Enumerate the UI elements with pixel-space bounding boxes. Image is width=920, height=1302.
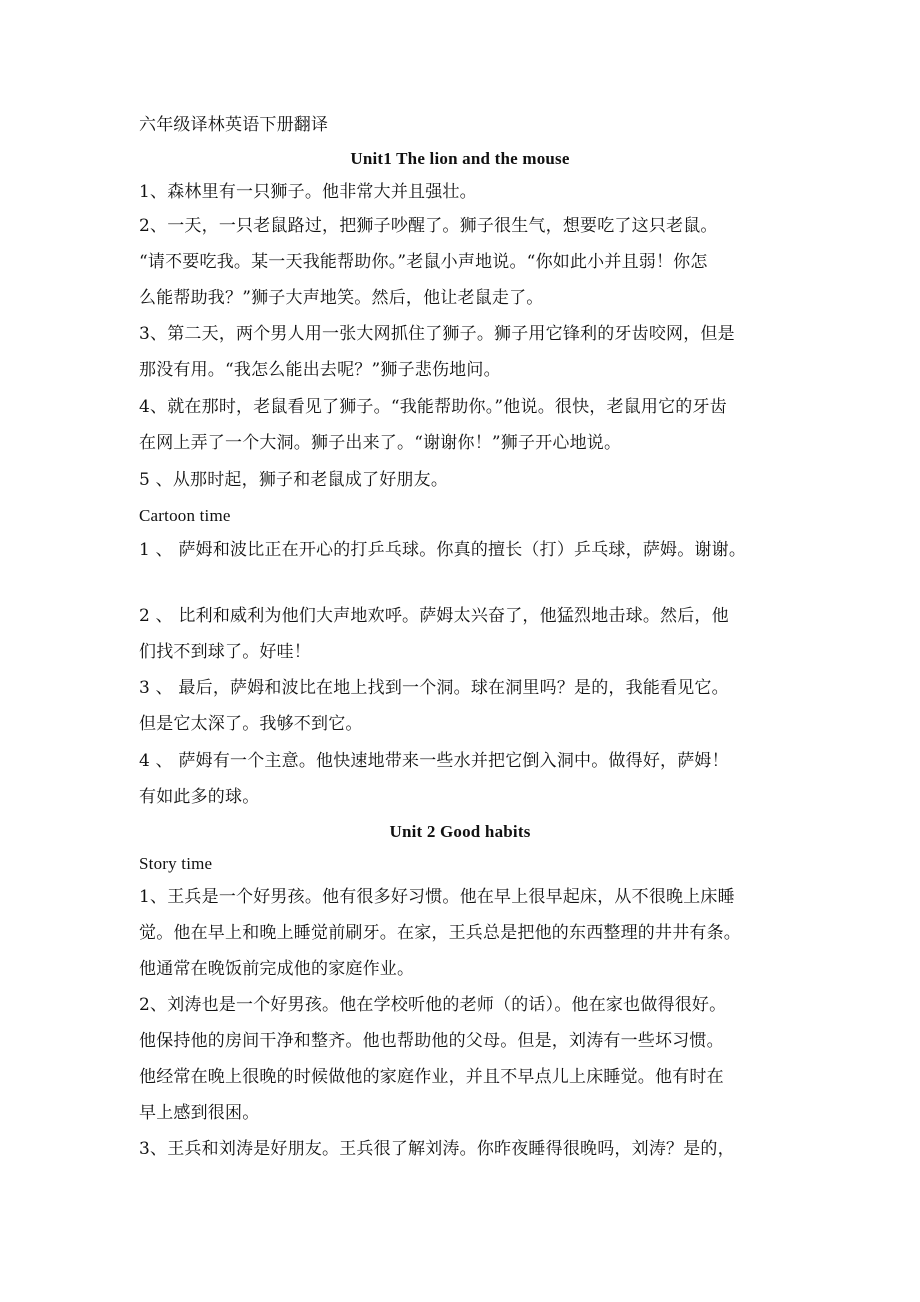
unit2-story-line: 觉。他在早上和晚上睡觉前刷牙。在家，王兵总是把他的东西整理的井井有条。	[139, 923, 741, 943]
cartoon-line: 3 、 最后，萨姆和波比在地上找到一个洞。球在洞里吗？是的，我能看见它。	[139, 678, 729, 698]
unit2-story-line: 他通常在晚饭前完成他的家庭作业。	[139, 959, 415, 979]
cartoon-line: 们找不到球了。好哇！	[139, 642, 311, 662]
unit1-story-line: 那没有用。“我怎么能出去呢？”狮子悲伤地问。	[139, 360, 501, 380]
cartoon-line: 2 、 比利和威利为他们大声地欢呼。萨姆太兴奋了，他猛烈地击球。然后，他	[139, 606, 729, 626]
cartoon-time-heading: Cartoon time	[139, 506, 231, 525]
unit2-story-line: 早上感到很困。	[139, 1103, 260, 1123]
unit2-story-line: 1、王兵是一个好男孩。他有很多好习惯。他在早上很早起床，从不很晚上床睡	[139, 887, 735, 907]
unit1-story-line: 4、就在那时，老鼠看见了狮子。“我能帮助你。”他说。很快，老鼠用它的牙齿	[139, 397, 727, 417]
unit2-story-line: 他经常在晚上很晚的时候做他的家庭作业，并且不早点儿上床睡觉。他有时在	[139, 1067, 724, 1087]
unit1-story-line: 2、一天，一只老鼠路过，把狮子吵醒了。狮子很生气，想要吃了这只老鼠。	[139, 216, 718, 236]
document-title: 六年级译林英语下册翻译	[139, 115, 329, 135]
story-time-heading: Story time	[139, 854, 213, 873]
unit1-story-line: 1、森林里有一只狮子。他非常大并且强壮。	[139, 182, 477, 202]
cartoon-line: 1 、 萨姆和波比正在开心的打乒乓球。你真的擅长（打）乒乓球，萨姆。谢谢。	[139, 540, 747, 560]
unit1-story-line: 么能帮助我？”狮子大声地笑。然后，他让老鼠走了。	[139, 288, 544, 308]
unit2-story-line: 他保持他的房间干净和整齐。他也帮助他的父母。但是，刘涛有一些坏习惯。	[139, 1031, 724, 1051]
unit1-story-line: “请不要吃我。某一天我能帮助你。”老鼠小声地说。“你如此小并且弱！你怎	[139, 252, 708, 272]
cartoon-line: 有如此多的球。	[139, 787, 260, 807]
unit2-story-line: 3、王兵和刘涛是好朋友。王兵很了解刘涛。你昨夜睡得很晚吗，刘涛？是的，	[139, 1139, 735, 1159]
unit2-heading: Unit 2 Good habits	[389, 822, 531, 841]
cartoon-line: 但是它太深了。我够不到它。	[139, 714, 363, 734]
unit1-story-line: 5 、从那时起，狮子和老鼠成了好朋友。	[139, 470, 449, 490]
unit1-story-line: 3、第二天，两个男人用一张大网抓住了狮子。狮子用它锋利的牙齿咬网，但是	[139, 324, 735, 344]
unit1-story-line: 在网上弄了一个大洞。狮子出来了。“谢谢你！”狮子开心地说。	[139, 433, 622, 453]
cartoon-line: 4 、 萨姆有一个主意。他快速地带来一些水并把它倒入洞中。做得好，萨姆！	[139, 751, 729, 771]
unit2-story-line: 2、刘涛也是一个好男孩。他在学校听他的老师（的话）。他在家也做得很好。	[139, 995, 727, 1015]
unit1-heading: Unit1 The lion and the mouse	[350, 149, 570, 168]
